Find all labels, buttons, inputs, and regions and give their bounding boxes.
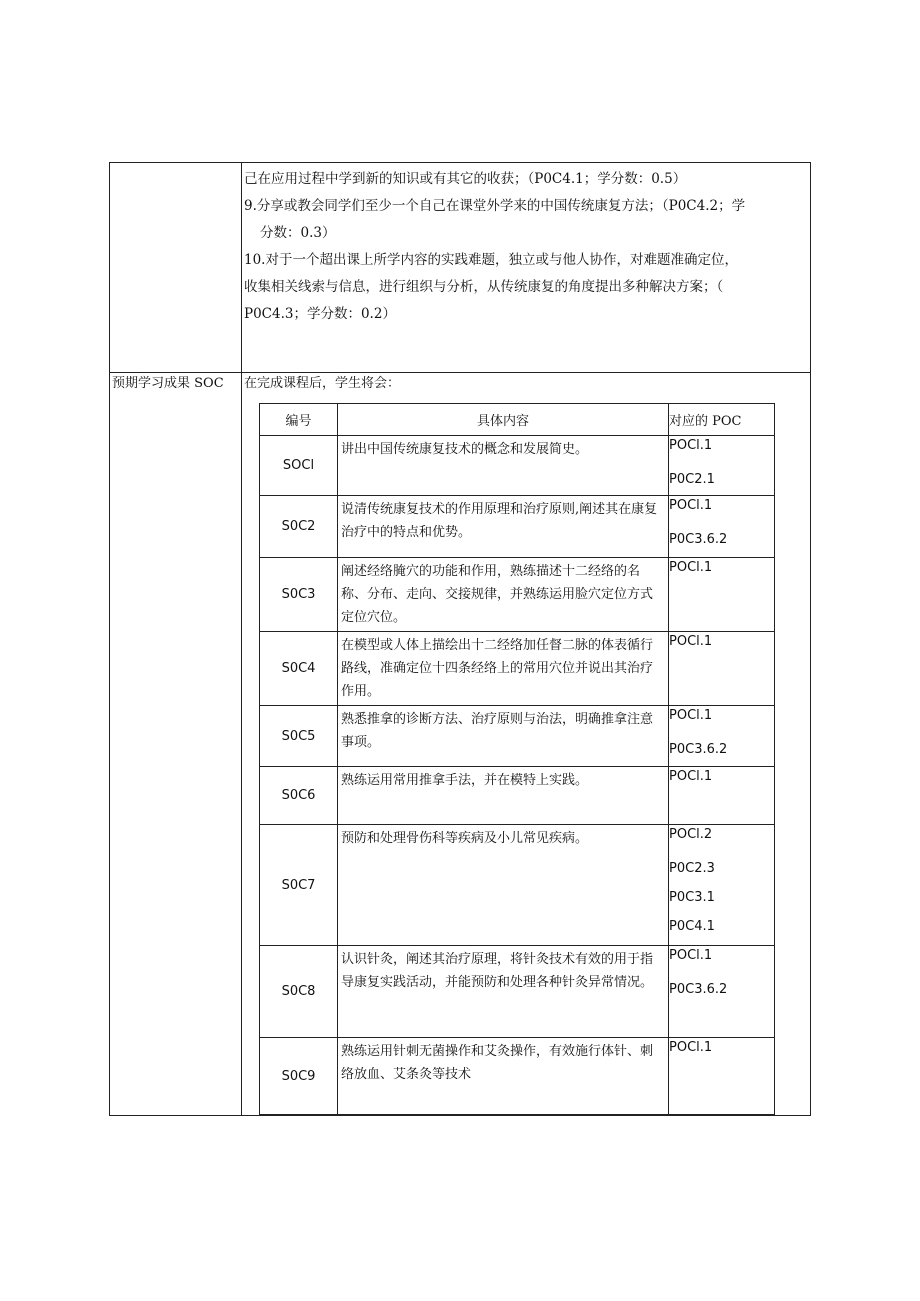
soc-content: 在模型或人体上描绘出十二经络加任督二脉的体表循行路线，准确定位十四条经络上的常用穴位并说出其治疗作用。 <box>341 638 654 699</box>
top-section <box>244 166 804 328</box>
header-id: 编号 <box>260 404 338 436</box>
soc-poc-cell <box>669 1038 775 1115</box>
poc-code: P0C3.6.2 <box>669 742 728 757</box>
soc-row <box>260 706 775 767</box>
soc-content: 预防和处理骨伤科等疾病及小儿常见疾病。 <box>341 831 589 846</box>
soc-poc-cell <box>669 632 775 706</box>
soc-id: S0C9 <box>260 1038 338 1115</box>
poc-code: P0C3.6.2 <box>669 532 728 547</box>
soc-poc-cell <box>669 946 775 1038</box>
soc-row <box>260 632 775 706</box>
soc-content-cell <box>338 706 669 767</box>
soc-poc-cell <box>669 825 775 946</box>
soc-content-cell <box>338 496 669 558</box>
poc-code: POCl.1 <box>669 708 713 723</box>
soc-poc-cell <box>669 436 775 496</box>
soc-row <box>260 1038 775 1115</box>
poc-code: POCl.1 <box>669 438 713 453</box>
soc-content-cell <box>338 632 669 706</box>
soc-table <box>259 403 775 1115</box>
soc-row <box>260 825 775 946</box>
poc-code: POCl.1 <box>669 1040 713 1055</box>
section-divider <box>109 372 811 373</box>
soc-content: 说清传统康复技术的作用原理和治疗原则,阐述其在康复治疗中的特点和优势。 <box>341 502 658 540</box>
poc-code: P0C2.1 <box>669 472 715 487</box>
poc-code: P0C3.6.2 <box>669 982 728 997</box>
soc-content: 阐述经络腌穴的功能和作用，熟练描述十二经络的名称、分布、走向、交接规律，并熟练运用脸穴定位方式定位穴位。 <box>341 564 654 625</box>
soc-content-cell <box>338 436 669 496</box>
poc-code: POCl.1 <box>669 769 713 784</box>
poc-code: P0C4.1 <box>669 919 715 934</box>
soc-content: 熟悉推拿的诊断方法、治疗原则与治法，明确推拿注意事项。 <box>341 712 654 750</box>
soc-poc-cell <box>669 558 775 632</box>
soc-id: S0C7 <box>260 825 338 946</box>
outcome-item-10-cont1: 收集相关线索与信息，进行组织与分析，从传统康复的角度提出多种解决方案；（ <box>244 279 724 295</box>
soc-label: 预期学习成果 SOC <box>112 376 224 391</box>
soc-content-cell <box>338 946 669 1038</box>
poc-code: P0C3.1 <box>669 890 715 905</box>
soc-poc-cell <box>669 767 775 825</box>
soc-content: 熟练运用针刺无菌操作和艾灸操作，有效施行体针、刺络放血、艾条灸等技术 <box>341 1044 654 1082</box>
outcome-line-8-tail: 己在应用过程中学到新的知识或有其它的收获；（P0C4.1；学分数：0.5） <box>244 171 687 187</box>
soc-id: S0C6 <box>260 767 338 825</box>
poc-code: POCl.2 <box>669 827 713 842</box>
soc-content: 认识针灸，阐述其治疗原理，将针灸技术有效的用于指导康复实践活动，并能预防和处理各种针灸异常情况。 <box>341 952 654 990</box>
soc-row <box>260 496 775 558</box>
soc-id: S0C4 <box>260 632 338 706</box>
soc-content-cell <box>338 825 669 946</box>
soc-id: SOCl <box>260 436 338 496</box>
soc-content-cell <box>338 558 669 632</box>
soc-table-header <box>260 404 775 436</box>
header-content: 具体内容 <box>338 404 669 436</box>
soc-content-cell <box>338 767 669 825</box>
soc-poc-cell <box>669 706 775 767</box>
soc-row <box>260 558 775 632</box>
soc-row <box>260 767 775 825</box>
poc-code: POCl.1 <box>669 560 713 575</box>
soc-id: S0C2 <box>260 496 338 558</box>
poc-code: POCl.1 <box>669 498 713 513</box>
outcome-item-10: 10.对于一个超出课上所学内容的实践难题，独立或与他人协作，对难题准确定位， <box>244 252 738 268</box>
poc-code: P0C2.3 <box>669 861 715 876</box>
soc-content: 讲出中国传统康复技术的概念和发展简史。 <box>341 442 589 457</box>
soc-row <box>260 436 775 496</box>
outcome-item-9: 9.分享或教会同学们至少一个自己在课堂外学来的中国传统康复方法；（P0C4.2；学 <box>244 198 746 214</box>
soc-id: S0C8 <box>260 946 338 1038</box>
poc-code: POCl.1 <box>669 634 713 649</box>
soc-id: S0C5 <box>260 706 338 767</box>
header-poc: 对应的 POC <box>669 404 775 436</box>
soc-intro: 在完成课程后，学生将会： <box>244 376 401 391</box>
soc-id: S0C3 <box>260 558 338 632</box>
outcome-item-10-cont2: P0C4.3；学分数：0.2） <box>244 306 396 322</box>
soc-content: 熟练运用常用推拿手法，并在模特上实践。 <box>341 773 589 788</box>
soc-content-cell <box>338 1038 669 1115</box>
soc-poc-cell <box>669 496 775 558</box>
soc-row <box>260 946 775 1038</box>
poc-code: POCl.1 <box>669 948 713 963</box>
outcome-item-9-cont: 分数：0.3） <box>260 225 336 241</box>
label-column-divider <box>241 162 242 1116</box>
